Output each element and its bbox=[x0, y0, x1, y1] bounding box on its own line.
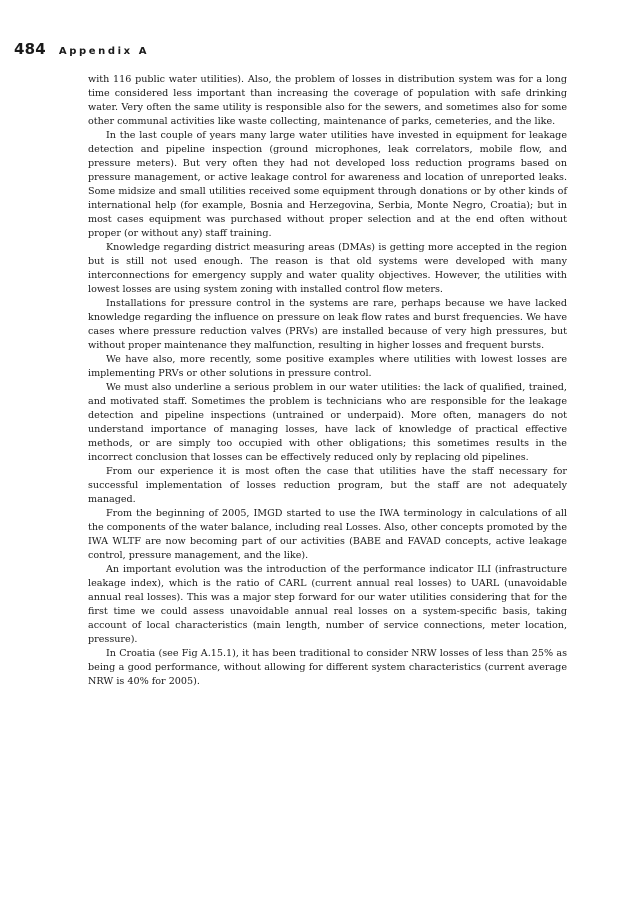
body-text bbox=[88, 73, 567, 689]
section-title: Appendix A bbox=[58, 46, 150, 57]
paragraph: From our experience it is most often the case that utilities have the staff necessary for successful implementation of losses reduction program, but the staff are not adequately managed. bbox=[88, 466, 567, 505]
paragraph: with 116 public water utilities). Also, the problem of losses in distribution system was for a long time considered less important than increasing the coverage of population with safe drinking water. Very often the same utility is responsible also for the sewers, and sometimes also for some other communal activities like waste collecting, maintenance of parks, cemeteries, and the like. bbox=[88, 74, 567, 127]
paragraph: Installations for pressure control in the systems are rare, perhaps because we have lacked knowledge regarding the influence on pressure on leak flow rates and burst frequencies. We have cases where pressure reduction valves (PRVs) are installed because of very high pressures, but without proper maintenance they malfunction, resulting in higher losses and frequent bursts. bbox=[88, 298, 567, 351]
paragraph: From the beginning of 2005, IMGD started to use the IWA terminology in calculations of all the components of the water balance, including real Losses. Also, other concepts promoted by the IWA WLTF are now becoming part of our activities (BABE and FAVAD concepts, active leakage control, pressure management, and the like). bbox=[88, 508, 567, 561]
paragraph: We have also, more recently, some positive examples where utilities with lowest losses are implementing PRVs or other solutions in pressure control. bbox=[88, 354, 567, 379]
paragraph: Knowledge regarding district measuring areas (DMAs) is getting more accepted in the region but is still not used enough. The reason is that old systems were developed with many interconnections for emergency supply and water quality objectives. However, the utilities with lowest losses are using system zoning with installed control flow meters. bbox=[88, 242, 567, 295]
running-head bbox=[14, 40, 149, 60]
paragraph: An important evolution was the introduction of the performance indicator ILI (infrastructure leakage index), which is the ratio of CARL (current annual real losses) to UARL (unavoidable annual real losses). This was a major step forward for our water utilities considering that for the first time we could assess unavoidable annual real losses on a system-specific basis, taking account of local characteristics (main length, number of service connections, meter location, pressure). bbox=[88, 564, 567, 645]
page-number: 484 bbox=[14, 40, 46, 58]
paragraph: We must also underline a serious problem in our water utilities: the lack of qualified, trained, and motivated staff. Sometimes the problem is technicians who are responsible for the leakage detection and pipeline inspections (untrained or underpaid). More often, managers do not understand importance of managing losses, have lack of knowledge of practical effective methods, or are simply too occupied with other obligations; this sometimes results in the incorrect conclusion that losses can be effectively reduced only by replacing old pipelines. bbox=[88, 382, 567, 463]
paragraph: In Croatia (see Fig A.15.1), it has been traditional to consider NRW losses of less than 25% as being a good performance, without allowing for different system characteristics (current average NRW is 40% for 2005). bbox=[88, 648, 567, 687]
paragraph: In the last couple of years many large water utilities have invested in equipment for leakage detection and pipeline inspection (ground microphones, leak correlators, mobile flow, and pressure meters). But very often they had not developed loss reduction programs based on pressure management, or active leakage control for awareness and location of unreported leaks. Some midsize and small utilities received some equipment through donations or by other kinds of international help (for example, Bosnia and Herzegovina, Serbia, Monte Negro, Croatia); but in most cases equipment was purchased without proper selection and at the end often without proper (or without any) staff training. bbox=[88, 130, 567, 239]
